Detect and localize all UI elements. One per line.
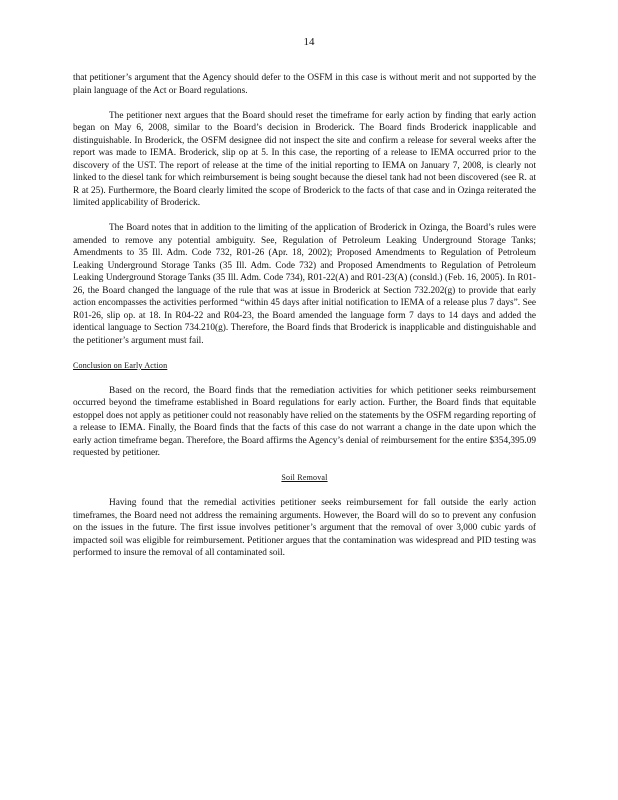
document-body (73, 72, 536, 560)
section-heading-soil-removal: Soil Removal (281, 473, 328, 482)
section-heading-early-action: Conclusion on Early Action (73, 360, 168, 370)
paragraph-rule-amendments: The Board notes that in addition to the limiting of the application of Broderick in Ozinga, the Board’s rules were amended to remove any potential ambiguity. See, Regulation of Petroleum Leaking Underground Storage Tanks; Amendments to 35 Ill. Adm. Code 732, R01-26 (Apr. 18, 2002); Proposed Amendments to Regulation of Petroleum Leaking Underground Storage Tanks (35 Ill. Adm. Code 732) and Proposed Amendments to Regulation of Petroleum Leaking Underground Storage Tanks (35 Ill. Adm. Code 734), R01-22(A) and R01-23(A) (consld.) (Feb. 16, 2005). In R01-26, the Board changed the language of the rule that was at issue in Broderick at Section 732.202(g) to provide that early action encompasses the activities performed “within 45 days after initial notification to IEMA of a release plus 7 days”. See R01-26, slip op. at 18. In R04-22 and R04-23, the Board amended the language form 7 days to 14 days and added the identical language to Section 734.210(g). Therefore, the Board finds that Broderick is inapplicable and distinguishable and the petitioner’s argument must fail. (73, 223, 536, 346)
paragraph-broderick-argument: The petitioner next argues that the Board should reset the timeframe for early action by finding that early action began on May 6, 2008, similar to the Board’s decision in Broderick. The Board finds Broderick inapplicable and distinguishable. In Broderick, the OSFM designee did not inspect the site and confirm a release for several weeks after the report was made to IEMA. Broderick, slip op at 5. In this case, the reporting of a release to IEMA occurred prior to the discovery of the UST. The report of release at the time of the initial reporting to IEMA on January 7, 2008, is clearly not linked to the diesel tank for which reimbursement is being sought because the diesel tank had not been discovered (see R. at R at 25). Furthermore, the Board clearly limited the scope of Broderick to the facts of that case and in Ozinga reiterated the limited applicability of Broderick. (73, 110, 536, 208)
page-number: 14 (303, 36, 315, 48)
paragraph-merit-conclusion: that petitioner’s argument that the Agency should defer to the OSFM in this case is without merit and not supported by the plain language of the Act or Board regulations. (73, 73, 536, 96)
paragraph-early-action-conclusion: Based on the record, the Board finds that the remediation activities for which petitioner seeks reimbursement occurred beyond the timeframe established in Board regulations for early action. Further, the Board finds that equitable estoppel does not apply as petitioner could not reasonably have relied on the statements by the OSFM regarding reporting of a release to IEMA. Finally, the Board finds that the facts of this case do not warrant a change in the date upon which the early action timeframe began. Therefore, the Board affirms the Agency’s denial of reimbursement for the entire $354,395.09 requested by petitioner. (73, 385, 536, 458)
paragraph-soil-removal: Having found that the remedial activities petitioner seeks reimbursement for fall outside the early action timeframes, the Board need not address the remaining arguments. However, the Board will do so to prevent any confusion on the issues in the future. The first issue involves petitioner’s argument that the removal of over 3,000 cubic yards of impacted soil was eligible for reimbursement. Petitioner argues that the contamination was widespread and PID testing was performed to insure the removal of all contaminated soil. (73, 498, 536, 558)
